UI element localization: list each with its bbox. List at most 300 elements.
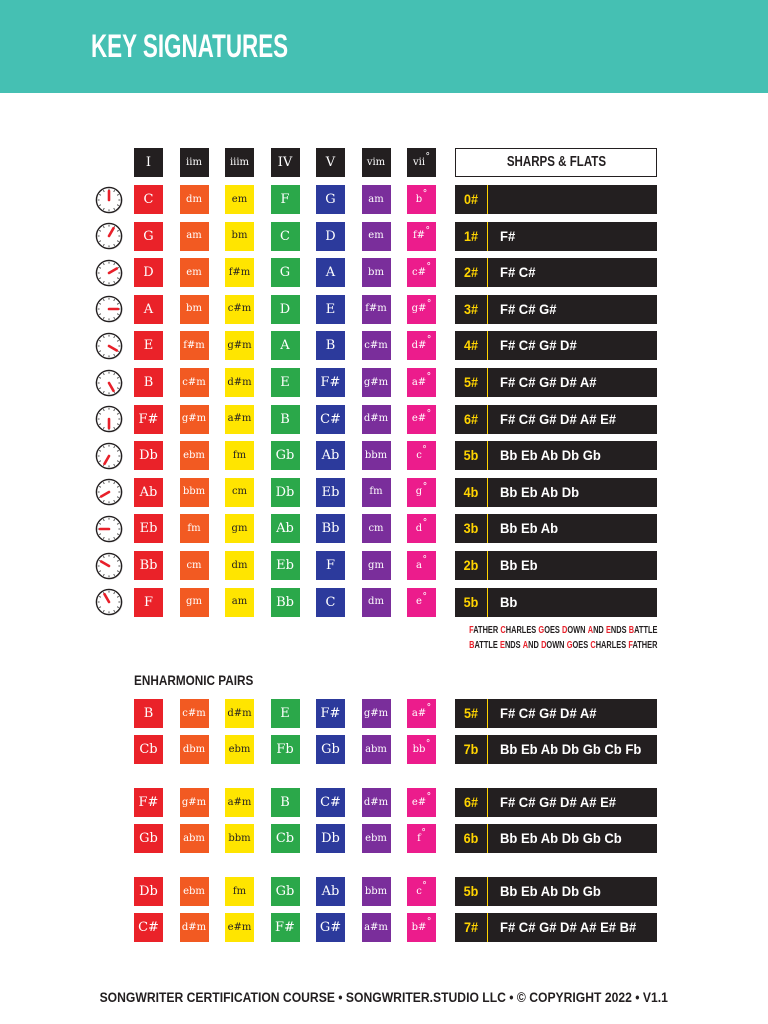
clock-icon: [94, 368, 124, 398]
accidental-count: 3b: [463, 520, 479, 537]
chord-name: g#m: [181, 413, 207, 425]
sharps-flats-bar: [455, 514, 657, 543]
sharps-flats-bar: [455, 788, 657, 817]
chord-name: F#: [320, 375, 341, 390]
chord-name: Eb: [139, 521, 158, 537]
chord-name: cm: [186, 559, 202, 571]
chord-chip-iiim: [225, 478, 254, 507]
chord-chip-iim: [180, 368, 209, 397]
accidental-count: 7b: [463, 741, 479, 757]
chord-chip-vim: [362, 441, 391, 470]
chord-name: fm: [232, 449, 247, 461]
accidental-list: Bb Eb Ab Db Gb Cb: [500, 830, 622, 846]
diminished-symbol: °: [426, 298, 432, 309]
chord-chip-i: [134, 405, 163, 434]
mnemonic-word: ENDS: [605, 625, 627, 636]
chord-chip-vii: [407, 588, 436, 617]
chord-chip-vii: [407, 877, 436, 906]
chord-name: Db: [321, 831, 340, 846]
chord-name: a#m: [227, 413, 252, 425]
sharps-flats-bar: [455, 441, 657, 470]
chord-name: C: [280, 228, 290, 244]
chord-chip-iiim: [225, 368, 254, 397]
key-row: [0, 788, 768, 817]
chord-chip-i: [134, 514, 163, 543]
chord-name: f#m: [228, 266, 251, 278]
chord-name: Bb: [139, 558, 158, 573]
accidental-count: 6#: [463, 410, 479, 427]
chord-name: cm: [231, 486, 248, 498]
chord-name: am: [186, 230, 202, 242]
chord-chip-iiim: [225, 824, 254, 853]
chord-name: dm: [231, 559, 248, 571]
accidental-list: Bb Eb Ab Db Gb Cb Fb: [500, 741, 642, 757]
chord-name: ebm: [365, 832, 387, 844]
chord-name: g#: [411, 303, 427, 315]
chord-chip-vii: [407, 699, 436, 728]
chord-name: F#: [138, 795, 159, 810]
chord-chip-i: [134, 331, 163, 360]
column-header-iiim: [225, 148, 254, 177]
chord-name: bbm: [228, 832, 251, 844]
chord-name: Cb: [139, 742, 158, 757]
diminished-symbol: °: [422, 881, 427, 891]
mnemonic-word: CHARLES: [500, 625, 536, 636]
chord-chip-iv: [271, 368, 300, 397]
chord-chip-v: [316, 478, 345, 507]
accidental-list: F# C# G# D# A# E#: [500, 410, 617, 427]
sharps-flats-bar: [455, 913, 657, 942]
chord-chip-iim: [180, 824, 209, 853]
chord-chip-i: [134, 185, 163, 214]
accidental-count: 5b: [463, 447, 479, 464]
header-bar: [0, 0, 768, 93]
accidental-count: 2#: [463, 264, 479, 281]
chord-name: Bb: [321, 521, 340, 537]
chord-chip-i: [134, 788, 163, 817]
chord-chip-vii: [407, 551, 436, 580]
column-header-label: IV: [277, 155, 293, 170]
chord-name: G: [279, 265, 291, 281]
accidental-list: Bb Eb Ab Db Gb: [500, 447, 601, 464]
chord-name: bbm: [364, 885, 388, 897]
accidental-list: F# C# G# D# A# E#: [500, 794, 617, 810]
divider: [487, 588, 488, 617]
chord-name: abm: [183, 832, 205, 844]
chord-chip-i: [134, 368, 163, 397]
chord-chip-vim: [362, 368, 391, 397]
chord-chip-vii: [407, 405, 436, 434]
mnemonic-line: [469, 625, 657, 637]
mnemonic-word: DOWN: [561, 625, 586, 636]
accidental-count: 5#: [463, 705, 479, 721]
column-header-label: vii: [412, 156, 426, 168]
chord-name: A: [280, 338, 290, 354]
chord-name: c#m: [227, 303, 252, 315]
divider: [487, 258, 488, 287]
chord-chip-iv: [271, 331, 300, 360]
diminished-symbol: °: [426, 703, 432, 713]
chord-chip-iiim: [225, 588, 254, 617]
chord-chip-iv: [271, 185, 300, 214]
sharps-flats-bar: [455, 222, 657, 251]
chord-chip-iiim: [225, 735, 254, 764]
chord-name: gm: [231, 522, 248, 534]
chord-name: c: [416, 449, 422, 461]
diminished-symbol: °: [421, 828, 426, 838]
chord-name: em: [231, 193, 248, 205]
chord-chip-vim: [362, 185, 391, 214]
mnemonic-word: DOWN: [540, 640, 565, 651]
diminished-symbol: °: [426, 408, 432, 419]
chord-chip-iiim: [225, 551, 254, 580]
chord-name: bm: [231, 230, 248, 242]
chord-chip-iim: [180, 699, 209, 728]
chord-name: d#m: [363, 413, 389, 425]
chord-name: c#m: [182, 707, 206, 719]
chord-chip-iim: [180, 331, 209, 360]
chord-chip-vii: [407, 185, 436, 214]
chord-chip-vim: [362, 222, 391, 251]
diminished-symbol: °: [425, 739, 431, 749]
divider: [487, 331, 488, 360]
chord-chip-v: [316, 368, 345, 397]
chord-name: Ab: [321, 448, 340, 464]
chord-name: c#m: [182, 376, 206, 388]
chord-name: d#m: [181, 921, 207, 933]
key-row: [0, 222, 768, 251]
column-header-iv: [271, 148, 300, 177]
accidental-list: F# C# G# D#: [500, 337, 577, 354]
chord-chip-iv: [271, 913, 300, 942]
chord-name: dbm: [182, 743, 206, 755]
chord-chip-iiim: [225, 185, 254, 214]
chord-name: Gb: [321, 742, 340, 757]
chord-chip-vii: [407, 735, 436, 764]
chord-chip-v: [316, 331, 345, 360]
chord-name: Ab: [139, 484, 158, 500]
chord-chip-v: [316, 588, 345, 617]
diminished-symbol: °: [422, 189, 428, 199]
sharps-flats-bar: [455, 588, 657, 617]
chord-name: f#m: [365, 303, 387, 315]
chord-chip-iiim: [225, 331, 254, 360]
accidental-count: 7#: [463, 919, 479, 935]
chord-name: g#m: [363, 707, 389, 719]
chord-name: E: [325, 301, 336, 317]
chord-chip-iiim: [225, 222, 254, 251]
chord-name: c: [416, 885, 422, 897]
divider: [487, 699, 488, 728]
chord-chip-vim: [362, 258, 391, 287]
sharps-flats-bar: [455, 331, 657, 360]
chord-name: b#: [411, 921, 427, 933]
diminished-symbol: °: [426, 262, 431, 273]
chord-name: D: [143, 265, 154, 281]
chord-name: A: [143, 301, 154, 317]
divider: [487, 405, 488, 434]
chord-chip-iim: [180, 295, 209, 324]
diminished-symbol: °: [422, 481, 428, 492]
chord-chip-i: [134, 824, 163, 853]
chord-name: f#m: [183, 339, 205, 351]
chord-chip-iv: [271, 735, 300, 764]
chord-chip-iv: [271, 222, 300, 251]
accidental-list: Bb Eb: [500, 557, 538, 573]
divider: [487, 913, 488, 942]
chord-name: g: [415, 486, 423, 498]
chord-chip-iim: [180, 405, 209, 434]
chord-name: F#: [138, 411, 159, 427]
chord-name: e#m: [227, 921, 252, 933]
chord-name: F: [143, 594, 154, 610]
chord-chip-vim: [362, 788, 391, 817]
divider: [487, 514, 488, 543]
chord-chip-iim: [180, 185, 209, 214]
accidental-count: 5b: [463, 883, 479, 899]
chord-name: fm: [369, 486, 383, 498]
chord-chip-i: [134, 588, 163, 617]
chord-name: F#: [275, 920, 295, 935]
chord-chip-iim: [180, 588, 209, 617]
clock-icon: [94, 331, 124, 361]
mnemonic-word: AND: [522, 640, 539, 651]
divider: [487, 788, 488, 817]
chord-name: bbm: [182, 486, 206, 498]
chord-name: am: [231, 596, 248, 608]
chord-chip-iim: [180, 514, 209, 543]
sharps-flats-bar: [455, 735, 657, 764]
chord-chip-vii: [407, 788, 436, 817]
chord-chip-v: [316, 222, 345, 251]
accidental-list: F# C# G# D# A#: [500, 705, 597, 721]
key-row: [0, 441, 768, 470]
chord-chip-vim: [362, 551, 391, 580]
chord-chip-vim: [362, 295, 391, 324]
chord-name: Eb: [321, 484, 340, 500]
chord-chip-iiim: [225, 877, 254, 906]
enharmonic-pairs-title: ENHARMONIC PAIRS: [134, 672, 254, 688]
chord-name: bm: [186, 303, 202, 315]
chord-chip-vii: [407, 295, 436, 324]
chord-chip-iv: [271, 588, 300, 617]
divider: [487, 877, 488, 906]
clock-icon: [94, 551, 124, 581]
chord-name: Cb: [275, 831, 295, 846]
chord-chip-iiim: [225, 405, 254, 434]
chord-chip-vim: [362, 405, 391, 434]
chord-chip-i: [134, 441, 163, 470]
chord-name: Gb: [139, 831, 158, 846]
chord-chip-iim: [180, 551, 209, 580]
accidental-count: 6b: [463, 830, 479, 846]
chord-chip-v: [316, 551, 345, 580]
divider: [487, 185, 488, 214]
chord-name: a#: [411, 376, 427, 388]
chord-name: Gb: [275, 884, 295, 899]
sharps-flats-bar: [455, 295, 657, 324]
chord-chip-iim: [180, 877, 209, 906]
chord-chip-vii: [407, 368, 436, 397]
mnemonic-word: GOES: [566, 640, 588, 651]
accidental-list: Bb: [500, 593, 518, 610]
accidental-list: F#: [500, 227, 516, 244]
chord-chip-iim: [180, 913, 209, 942]
chord-chip-v: [316, 441, 345, 470]
chord-name: g#m: [227, 339, 252, 351]
chord-name: c#: [412, 266, 426, 278]
column-header-v: [316, 148, 345, 177]
mnemonic-word: BATTLE: [468, 640, 498, 651]
divider: [487, 295, 488, 324]
accidental-count: 2b: [463, 557, 479, 573]
chord-name: C: [325, 594, 336, 610]
mnemonic-word: GOES: [538, 625, 560, 636]
chord-chip-vim: [362, 331, 391, 360]
sharps-flats-bar: [455, 368, 657, 397]
sharps-flats-bar: [455, 405, 657, 434]
accidental-count: 4#: [463, 337, 479, 354]
chord-chip-v: [316, 877, 345, 906]
accidental-count: 5b: [463, 593, 479, 610]
diminished-symbol: °: [426, 792, 432, 802]
chord-chip-vii: [407, 331, 436, 360]
chord-chip-iv: [271, 478, 300, 507]
chord-name: g#m: [363, 376, 389, 388]
chord-name: C#: [320, 411, 341, 427]
key-row: [0, 258, 768, 287]
key-row: [0, 185, 768, 214]
mnemonic-word: FATHER: [468, 625, 498, 636]
chord-chip-vii: [407, 478, 436, 507]
chord-chip-i: [134, 258, 163, 287]
clock-icon: [94, 221, 124, 251]
mnemonic-word: FATHER: [627, 640, 657, 651]
chord-chip-vii: [407, 258, 436, 287]
column-header-label: iiim: [229, 156, 250, 168]
accidental-list: F# C#: [500, 264, 536, 281]
column-header-label: vim: [366, 156, 386, 168]
sharps-flats-bar: [455, 699, 657, 728]
chord-name: fm: [187, 522, 201, 534]
key-row: [0, 551, 768, 580]
clock-icon: [94, 294, 124, 324]
chord-chip-v: [316, 913, 345, 942]
chord-chip-i: [134, 295, 163, 324]
chord-chip-i: [134, 222, 163, 251]
chord-name: Fb: [276, 742, 294, 757]
diminished-symbol: °: [422, 555, 427, 565]
column-header-label: I: [145, 155, 152, 170]
chord-name: f#: [412, 230, 426, 242]
diminished-symbol: °: [422, 591, 427, 602]
chord-name: Gb: [275, 448, 295, 464]
divider: [487, 368, 488, 397]
chord-name: e#: [411, 413, 427, 425]
key-row: [0, 824, 768, 853]
chord-chip-iim: [180, 258, 209, 287]
chord-name: D: [325, 228, 336, 244]
column-header-vim: [362, 148, 391, 177]
accidental-count: 4b: [463, 483, 479, 500]
accidental-list: Bb Eb Ab Db: [500, 483, 580, 500]
chord-name: Db: [139, 884, 158, 899]
column-header-label: iim: [186, 156, 202, 168]
divider: [487, 735, 488, 764]
chord-name: C#: [320, 795, 341, 810]
chord-name: a#m: [364, 921, 388, 933]
chord-chip-vii: [407, 824, 436, 853]
chord-chip-vii: [407, 222, 436, 251]
sharps-flats-bar: [455, 551, 657, 580]
chord-chip-iim: [180, 222, 209, 251]
key-row: [0, 295, 768, 324]
chord-chip-vim: [362, 588, 391, 617]
divider: [487, 441, 488, 470]
sharps-flats-bar: [455, 877, 657, 906]
sharps-flats-header: [455, 148, 657, 177]
chord-name: E: [280, 375, 290, 390]
chord-name: B: [143, 706, 154, 721]
chord-name: G: [325, 192, 336, 207]
column-header-i: [134, 148, 163, 177]
chord-chip-iv: [271, 551, 300, 580]
accidental-list: F# C# G# D# A# E# B#: [500, 919, 637, 935]
chord-name: em: [368, 230, 384, 242]
chord-name: a#: [411, 707, 427, 719]
chord-name: Bb: [276, 594, 294, 610]
chord-name: ebm: [183, 449, 205, 461]
chord-name: d: [415, 522, 423, 534]
sharps-flats-bar: [455, 824, 657, 853]
chord-chip-i: [134, 877, 163, 906]
chord-chip-iiim: [225, 699, 254, 728]
chord-chip-v: [316, 258, 345, 287]
clock-icon: [94, 185, 124, 215]
chord-name: G#: [319, 920, 342, 935]
chord-chip-iiim: [225, 258, 254, 287]
column-header-label: V: [325, 155, 336, 170]
chord-name: d#m: [363, 796, 389, 808]
chord-chip-vim: [362, 478, 391, 507]
divider: [487, 222, 488, 251]
chord-chip-iiim: [225, 788, 254, 817]
footer: [0, 989, 768, 1005]
chord-name: Db: [139, 448, 158, 464]
chord-name: dm: [186, 193, 202, 205]
diminished-symbol: °: [426, 372, 432, 382]
chord-name: Ab: [276, 521, 294, 537]
chord-chip-iiim: [225, 441, 254, 470]
chord-chip-i: [134, 478, 163, 507]
chord-chip-iv: [271, 699, 300, 728]
chord-name: B: [280, 795, 290, 810]
chord-name: c#m: [364, 339, 388, 351]
diminished-symbol: °: [426, 335, 432, 346]
mnemonic-line: [469, 640, 657, 652]
chord-chip-iiim: [225, 913, 254, 942]
sharps-flats-bar: [455, 185, 657, 214]
chord-name: bbm: [364, 449, 388, 461]
chord-chip-vii: [407, 441, 436, 470]
clock-icon: [94, 587, 124, 617]
key-row: [0, 478, 768, 507]
key-row: [0, 514, 768, 543]
chord-chip-iv: [271, 258, 300, 287]
chord-chip-iv: [271, 295, 300, 324]
chord-name: abm: [365, 743, 387, 755]
chord-chip-v: [316, 824, 345, 853]
